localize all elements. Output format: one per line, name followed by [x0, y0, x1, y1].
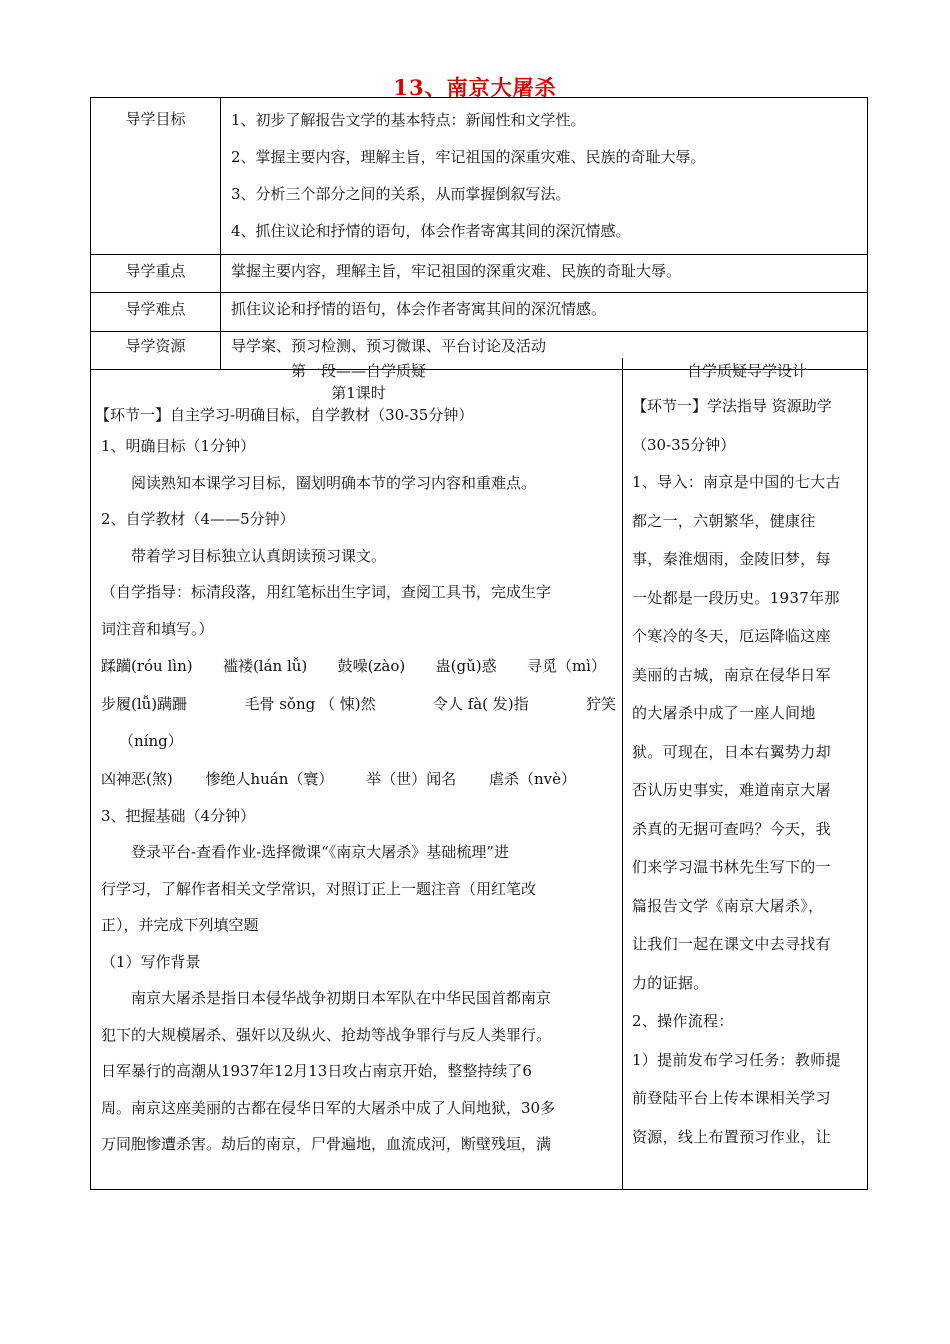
guide-design-column	[632, 358, 862, 1156]
difficulty-label: 导学难点	[125, 300, 186, 318]
vocab-row	[101, 685, 616, 723]
item3-text-cont: 行学习，了解作者相关文学常识，对照订正上一题注音（用红笔改	[101, 879, 537, 898]
guide-line: 力的证据。	[632, 973, 709, 992]
vocab-item: 举（世）闻名	[366, 769, 457, 788]
vocab-item: 毛骨 sǒng （ 悚)然	[244, 695, 376, 713]
objectives-table	[90, 97, 868, 370]
guide-line: 事，秦淮烟雨，金陵旧梦，每	[632, 550, 831, 568]
vocab-item: 蛊(gǔ)惑	[435, 657, 497, 675]
column-divider	[622, 358, 623, 1189]
guide-line: 杀真的无据可查吗？今天，我	[632, 819, 831, 838]
guide-line: 1）提前发布学习任务：教师提	[632, 1050, 841, 1069]
step1-heading: 【环节一】自主学习-明确目标，自学教材（30-35分钟）	[95, 406, 474, 424]
goal-item: 4、抓住议论和抒情的语句，体会作者寄寓其间的深沉情感。	[231, 222, 631, 240]
vocab-row	[101, 647, 616, 685]
sub-heading: （1）写作背景	[101, 952, 201, 971]
vocab-item: 鼓噪(zào)	[337, 657, 406, 675]
item3-heading: 3、把握基础（4分钟）	[101, 806, 256, 825]
guide-line: 2、操作流程：	[632, 1012, 734, 1030]
goal-item: 1、初步了解报告文学的基本特点：新闻性和文学性。	[231, 111, 586, 129]
guide-line: 否认历史事实，难道南京大屠	[632, 781, 831, 799]
focus-text: 掌握主要内容，理解主旨，牢记祖国的深重灾难、民族的奇耻大辱。	[231, 262, 682, 280]
goals-label-cell	[91, 98, 221, 255]
guide-line: 们来学习温书林先生写下的一	[632, 858, 831, 876]
guide-line: 一处都是一段历史。1937年那	[632, 588, 840, 607]
guide-title: 自学质疑导学设计	[686, 362, 807, 380]
goals-label: 导学目标	[125, 110, 186, 128]
guide-line: 狱。可现在，日本右翼势力却	[632, 742, 831, 761]
guide-line: 个寒冷的冬天，厄运降临这座	[632, 627, 831, 645]
difficulty-text: 抓住议论和抒情的语句，体会作者寄寓其间的深沉情感。	[231, 300, 607, 318]
resources-label: 导学资源	[125, 337, 186, 355]
vocab-item: 步履(lǚ)蹒跚	[101, 695, 188, 713]
goal-item: 2、掌握主要内容，理解主旨，牢记祖国的深重灾难、民族的奇耻大辱。	[231, 148, 706, 166]
guide-line: 资源，线上布置预习作业，让	[632, 1127, 831, 1146]
background-text-cont: 日军暴行的高潮从1937年12月13日攻占南京开始，整整持续了6	[101, 1062, 532, 1080]
vocab-row	[101, 760, 616, 798]
guide-text	[632, 463, 862, 1156]
guide-line: 美丽的古城，南京在侵华日军	[632, 665, 831, 684]
difficulty-cell	[221, 293, 868, 332]
item1-text: 阅读熟知本课学习目标，圈划明确本节的学习内容和重难点。	[131, 473, 537, 492]
vocab-item: 虐杀（nvè）	[488, 769, 576, 788]
background-text-cont: 犯下的大规模屠杀、强奸以及纵火、抢劫等战争罪行与反人类罪行。	[101, 1025, 552, 1044]
resources-text: 导学案、预习检测、预习微课、平台讨论及活动	[231, 337, 547, 355]
focus-cell	[221, 255, 868, 293]
lesson-label: 第1课时	[331, 384, 386, 402]
vocab-item: 寻觅（mì）	[526, 657, 606, 675]
item3-text-cont: 正），并完成下列填空题	[101, 916, 259, 934]
vocab-item: 褴褛(lán lǚ)	[222, 657, 308, 675]
goals-cell	[221, 98, 868, 255]
difficulty-label-cell	[91, 293, 221, 332]
focus-label-cell	[91, 255, 221, 293]
background-text-cont: 周。南京这座美丽的古都在侵华日军的大屠杀中成了人间地狱，30多	[101, 1098, 556, 1117]
item2-guide: （自学指导：标清段落，用红笔标出生字词，查阅工具书，完成生字	[101, 583, 552, 601]
item2-heading: 2、自学教材（4——5分钟）	[101, 510, 295, 528]
guide-line: 都之一，六朝繁华，健康往	[632, 511, 816, 530]
self-study-column	[95, 358, 616, 1163]
background-text-cont: 万同胞惨遭杀害。劫后的南京，尸骨遍地，血流成河，断壁残垣，满	[101, 1135, 552, 1153]
study-section	[90, 358, 868, 1190]
vocab-pinyin: （níng）	[119, 732, 183, 750]
guide-line: 前登陆平台上传本课相关学习	[632, 1089, 831, 1107]
guide-line: 篇报告文学《南京大屠杀》，	[632, 896, 824, 915]
vocab-item: 惨绝人huán（寰）	[205, 769, 334, 788]
item2-guide-cont: 词注音和填写。）	[101, 619, 214, 638]
vocab-item: 蹂躏(róu lìn)	[101, 657, 193, 675]
guide-line: 让我们一起在课文中去寻找有	[632, 935, 831, 953]
item3-text: 登录平台-查看作业-选择微课“《南京大屠杀》基础梳理”进	[131, 843, 509, 861]
item2-text: 带着学习目标独立认真朗读预习课文。	[131, 546, 387, 565]
background-text: 南京大屠杀是指日本侵华战争初期日本军队在中华民国首都南京	[131, 989, 552, 1007]
guide-line: 1、导入：南京是中国的七大古	[632, 473, 841, 491]
page-title: 13、南京大屠杀	[393, 75, 557, 100]
focus-label: 导学重点	[125, 262, 186, 280]
vocab-item: 凶神恶(煞)	[101, 769, 173, 788]
guide-time: （30-35分钟）	[632, 435, 736, 454]
vocab-item: 令人 fà( 发)指	[432, 695, 529, 713]
guide-step1: 【环节一】学法指导 资源助学	[632, 397, 832, 415]
goal-item: 3、分析三个部分之间的关系，从而掌握倒叙写法。	[231, 185, 571, 203]
section-title: 第一段——自学质疑	[290, 362, 426, 380]
vocab-item: 狞笑	[585, 695, 616, 713]
guide-line: 的大屠杀中成了一座人间地	[632, 704, 816, 722]
item1-heading: 1、明确目标（1分钟）	[101, 437, 256, 455]
